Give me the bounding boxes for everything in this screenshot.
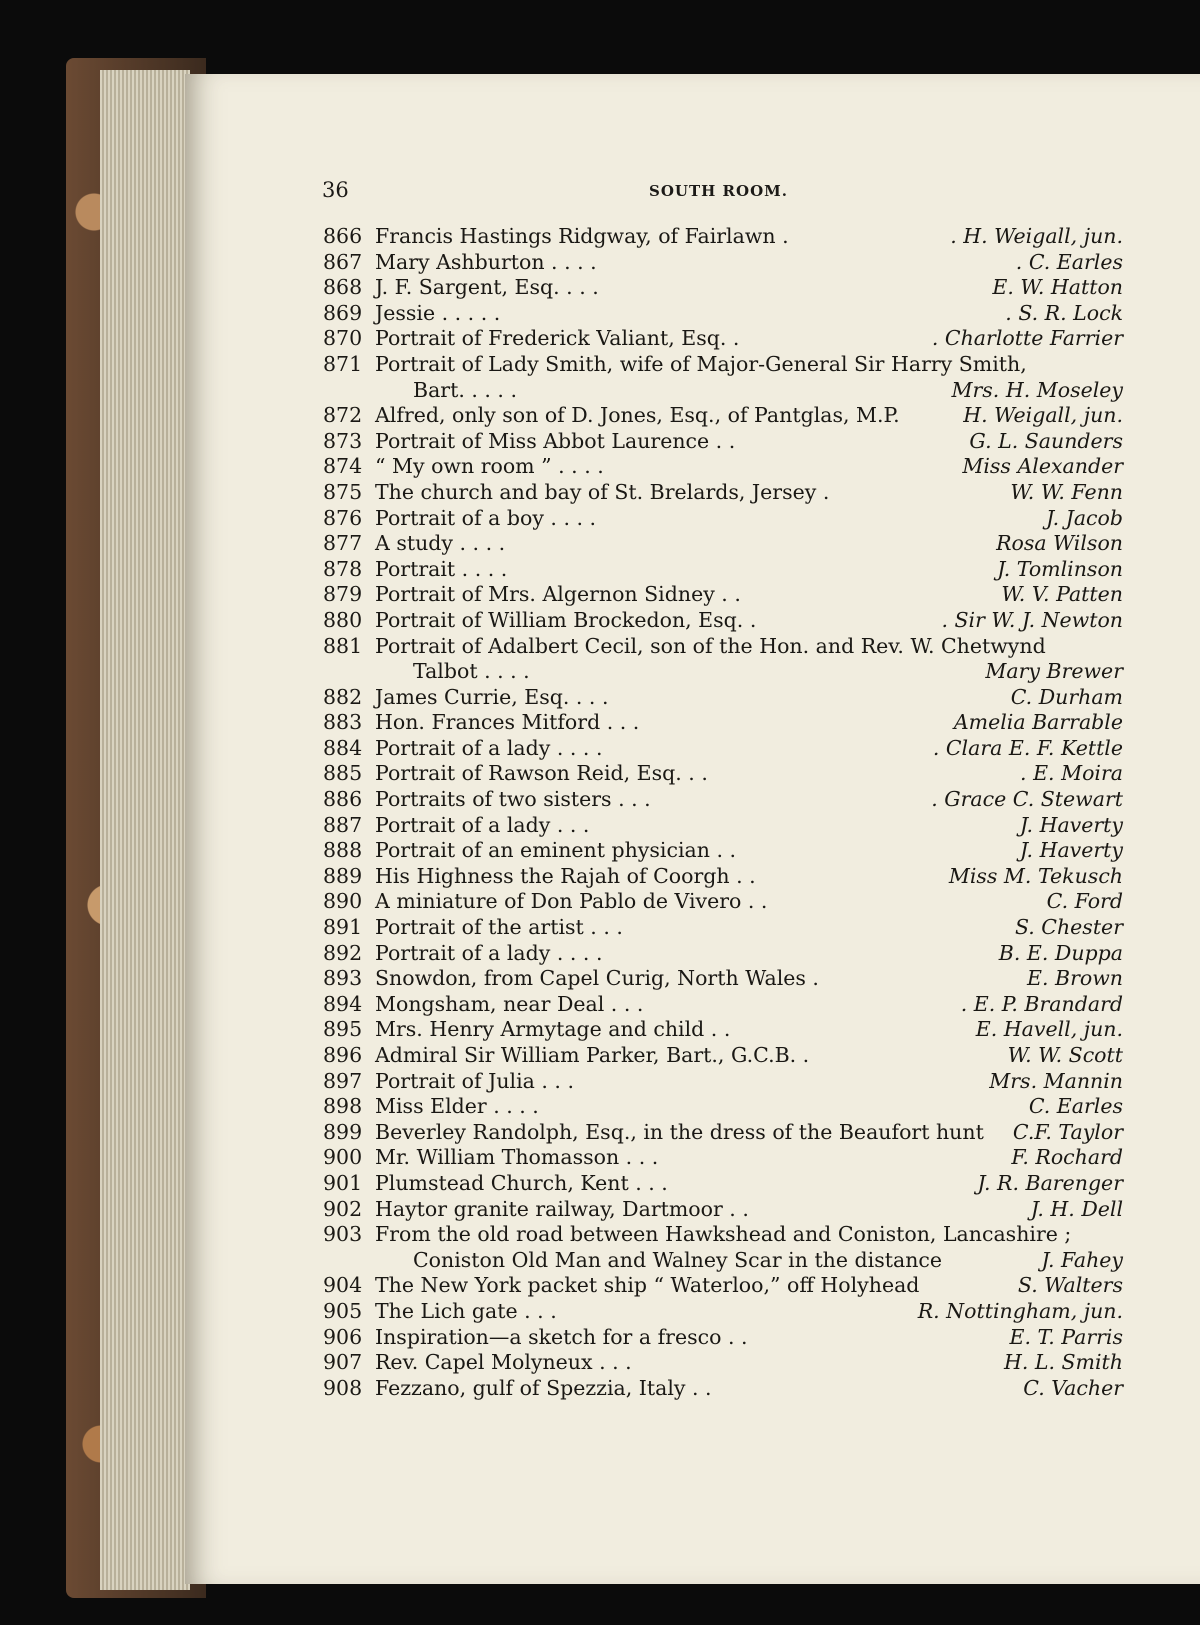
- entry-artist: Miss M. Tekusch: [948, 863, 1123, 888]
- catalogue-entry: [323, 1145, 1123, 1171]
- catalogue-entry: [323, 275, 1123, 301]
- catalogue-entry: [323, 1043, 1123, 1069]
- catalogue-entry: [323, 864, 1123, 890]
- catalogue-entry: [323, 1248, 1123, 1274]
- entry-title: Portrait of Lady Smith, wife of Major-General Sir Harry Smith,: [375, 351, 1027, 376]
- entry-artist: S. Walters: [1017, 1273, 1123, 1298]
- entry-number: 892: [323, 940, 363, 965]
- entry-title: Miss Elder . . . .: [375, 1094, 539, 1119]
- entry-title: Plumstead Church, Kent . . .: [375, 1170, 668, 1195]
- entry-number: 875: [323, 479, 363, 504]
- entry-title: Mary Ashburton . . . .: [375, 249, 597, 274]
- catalogue-entry: [323, 531, 1123, 557]
- catalogue-entry: [323, 1376, 1123, 1402]
- catalogue-entry: [323, 966, 1123, 992]
- catalogue-entry: [323, 915, 1123, 941]
- entry-artist: C.F. Taylor: [1012, 1119, 1123, 1144]
- catalogue-entry: [323, 480, 1123, 506]
- entry-number: 908: [323, 1375, 363, 1400]
- entry-number: 871: [323, 351, 363, 376]
- entry-artist: E. Havell, jun.: [975, 1017, 1123, 1042]
- entry-artist: W. V. Patten: [1001, 582, 1123, 607]
- catalogue-entry: [323, 1299, 1123, 1325]
- catalogue-entry: [323, 1273, 1123, 1299]
- entry-artist: Rosa Wilson: [996, 531, 1123, 556]
- entry-title: Portrait of a lady . . . .: [375, 940, 603, 965]
- entry-number: 885: [323, 761, 363, 786]
- entry-title: Mongsham, near Deal . . .: [375, 991, 644, 1016]
- entry-title: A miniature of Don Pablo de Vivero . .: [375, 889, 768, 914]
- entry-title: J. F. Sargent, Esq. . . .: [375, 275, 599, 300]
- catalogue-entry: [323, 429, 1123, 455]
- entry-title: Haytor granite railway, Dartmoor . .: [375, 1196, 749, 1221]
- entry-number: 895: [323, 1017, 363, 1042]
- entry-artist: Mrs. Mannin: [989, 1068, 1123, 1093]
- entry-title: James Currie, Esq. . . .: [375, 684, 609, 709]
- entry-title: Portrait of an eminent physician . .: [375, 838, 736, 863]
- catalogue-entry: [323, 557, 1123, 583]
- entry-number: 896: [323, 1043, 363, 1067]
- entry-artist: J. Fahey: [1041, 1247, 1123, 1272]
- catalogue-entry: [323, 992, 1123, 1018]
- entry-title: Portrait of Miss Abbot Laurence . .: [375, 428, 736, 453]
- entry-number: 899: [323, 1119, 363, 1144]
- entry-number: 873: [323, 428, 363, 453]
- entry-title: Talbot . . . .: [413, 659, 530, 684]
- entry-title: Portrait of Adalbert Cecil, son of the Hon. and Rev. W. Chetwynd: [375, 633, 1046, 658]
- catalogue-entry: [323, 582, 1123, 608]
- catalogue-entry: [323, 736, 1123, 762]
- entry-title: Snowdon, from Capel Curig, North Wales .: [375, 966, 819, 991]
- catalogue-entry: [323, 608, 1123, 634]
- entry-artist: E. W. Hatton: [992, 275, 1123, 300]
- entry-number: 898: [323, 1094, 363, 1119]
- entry-artist: J. Haverty: [1019, 838, 1123, 863]
- entry-number: 877: [323, 531, 363, 556]
- entry-number: 891: [323, 915, 363, 940]
- entry-title: Francis Hastings Ridgway, of Fairlawn .: [375, 224, 789, 248]
- entry-number: 881: [323, 633, 363, 658]
- entry-title: The Lich gate . . .: [375, 1298, 557, 1323]
- entry-number: 880: [323, 607, 363, 632]
- entry-artist: W. W. Fenn: [1010, 479, 1123, 504]
- entry-title: Coniston Old Man and Walney Scar in the distance: [413, 1247, 943, 1272]
- entry-number: 889: [323, 863, 363, 888]
- entry-number: 897: [323, 1068, 363, 1093]
- entry-title: “ My own room ” . . . .: [375, 454, 604, 479]
- entry-title: Portrait of William Brockedon, Esq. .: [375, 607, 757, 632]
- entry-title: Mr. William Thomasson . . .: [375, 1145, 659, 1170]
- entry-title: Portrait of Mrs. Algernon Sidney . .: [375, 582, 741, 607]
- entry-title: Portrait of Frederick Valiant, Esq. .: [375, 326, 740, 351]
- entry-number: 876: [323, 505, 363, 530]
- catalogue-entry: [323, 889, 1123, 915]
- entry-artist: E. T. Parris: [1009, 1324, 1123, 1349]
- entry-number: 886: [323, 787, 363, 812]
- entry-title: Rev. Capel Molyneux . . .: [375, 1350, 632, 1375]
- catalogue-entry: [323, 813, 1123, 839]
- catalogue-entry: [323, 1171, 1123, 1197]
- entry-artist: J. Haverty: [1019, 812, 1123, 837]
- entry-number: 887: [323, 812, 363, 837]
- entry-number: 903: [323, 1222, 363, 1247]
- entry-title: His Highness the Rajah of Coorgh . .: [375, 863, 756, 888]
- entry-title: From the old road between Hawkshead and Coniston, Lancashire ;: [375, 1222, 1072, 1247]
- entry-title: Portrait of Rawson Reid, Esq. . .: [375, 761, 708, 786]
- entry-title: Portrait of a lady . . .: [375, 812, 590, 837]
- entry-title: Hon. Frances Mitford . . .: [375, 710, 640, 735]
- entry-artist: . C. Earles: [1015, 249, 1123, 274]
- entry-number: 900: [323, 1145, 363, 1170]
- entry-number: 883: [323, 710, 363, 735]
- entry-title: Jessie . . . . .: [375, 300, 501, 325]
- entry-title: Beverley Randolph, Esq., in the dress of the Beaufort hunt: [375, 1119, 984, 1144]
- entry-artist: C. Ford: [1046, 889, 1123, 914]
- entry-artist: R. Nottingham, jun.: [917, 1298, 1123, 1323]
- catalogue-entry: [323, 506, 1123, 532]
- entry-artist: F. Rochard: [1011, 1145, 1123, 1170]
- entry-artist: J. R. Barenger: [977, 1170, 1123, 1195]
- entry-title: Portrait of Julia . . .: [375, 1068, 574, 1093]
- entry-number: 872: [323, 403, 363, 428]
- entry-artist: Mrs. H. Moseley: [951, 377, 1123, 402]
- entry-artist: C. Earles: [1028, 1094, 1123, 1119]
- entry-artist: W. W. Scott: [1007, 1043, 1123, 1067]
- entry-artist: . Charlotte Farrier: [931, 326, 1123, 351]
- page-edges: [100, 70, 190, 1590]
- entry-artist: B. E. Duppa: [998, 940, 1123, 965]
- catalogue-entry: [323, 710, 1123, 736]
- catalogue-entry: [323, 1017, 1123, 1043]
- entry-artist: E. Brown: [1027, 966, 1123, 991]
- catalogue-entry: [323, 1222, 1123, 1248]
- entry-title: Inspiration—a sketch for a fresco . .: [375, 1324, 748, 1349]
- entry-artist: . E. Moira: [1020, 761, 1123, 786]
- entry-title: Bart. . . . .: [413, 377, 517, 402]
- catalogue-entry: [323, 1069, 1123, 1095]
- entry-artist: H. L. Smith: [1003, 1350, 1123, 1375]
- entry-title: Portrait of a lady . . . .: [375, 735, 603, 760]
- entry-title: Alfred, only son of D. Jones, Esq., of Pantglas, M.P.: [375, 403, 900, 428]
- entry-number: 902: [323, 1196, 363, 1221]
- catalogue-entry: [323, 787, 1123, 813]
- entry-number: 888: [323, 838, 363, 863]
- catalogue-entry: [323, 659, 1123, 685]
- entry-number: 884: [323, 735, 363, 760]
- entry-number: 890: [323, 889, 363, 914]
- entry-list: [323, 224, 1123, 1401]
- catalogue-entry: [323, 403, 1123, 429]
- entry-artist: . Clara E. F. Kettle: [932, 735, 1123, 760]
- catalogue-entry: [323, 1120, 1123, 1146]
- catalogue-entry: [323, 838, 1123, 864]
- entry-artist: Amelia Barrable: [953, 710, 1123, 735]
- entry-number: 882: [323, 684, 363, 709]
- entry-number: 867: [323, 249, 363, 274]
- running-head: [185, 178, 1200, 208]
- catalogue-entry: [323, 301, 1123, 327]
- entry-number: 874: [323, 454, 363, 479]
- entry-number: 870: [323, 326, 363, 351]
- catalogue-entry: [323, 454, 1123, 480]
- entry-number: 893: [323, 966, 363, 991]
- catalogue-entry: [323, 1094, 1123, 1120]
- entry-number: 868: [323, 275, 363, 300]
- entry-artist: . Sir W. J. Newton: [941, 607, 1123, 632]
- entry-artist: C. Durham: [1010, 684, 1123, 709]
- entry-number: 869: [323, 300, 363, 325]
- catalogue-entry: [323, 634, 1123, 660]
- entry-title: The New York packet ship “ Waterloo,” off Holyhead: [375, 1273, 920, 1298]
- page-number: 36: [322, 178, 349, 202]
- entry-artist: . Grace C. Stewart: [931, 787, 1123, 812]
- catalogue-entry: [323, 326, 1123, 352]
- catalogue-entry: [323, 1350, 1123, 1376]
- entry-artist: H. Weigall, jun.: [963, 403, 1123, 428]
- section-title: SOUTH ROOM.: [649, 182, 788, 200]
- entry-title: A study . . . .: [375, 531, 506, 556]
- catalogue-entry: [323, 941, 1123, 967]
- entry-number: 901: [323, 1170, 363, 1195]
- entry-artist: J. Tomlinson: [997, 556, 1123, 581]
- entry-title: Portraits of two sisters . . .: [375, 787, 651, 812]
- entry-number: 894: [323, 991, 363, 1016]
- catalogue-entry: [323, 1325, 1123, 1351]
- entry-artist: . S. R. Lock: [1005, 300, 1123, 325]
- catalogue-entry: [323, 378, 1123, 404]
- entry-artist: G. L. Saunders: [969, 428, 1123, 453]
- entry-number: 905: [323, 1298, 363, 1323]
- entry-artist: . E. P. Brandard: [960, 991, 1123, 1016]
- entry-title: Mrs. Henry Armytage and child . .: [375, 1017, 731, 1042]
- entry-artist: . H. Weigall, jun.: [950, 224, 1123, 248]
- entry-number: 879: [323, 582, 363, 607]
- entry-number: 906: [323, 1324, 363, 1349]
- catalogue-entry: [323, 250, 1123, 276]
- entry-artist: S. Chester: [1014, 915, 1123, 940]
- entry-number: 866: [323, 224, 363, 248]
- catalogue-entry: [323, 224, 1123, 250]
- entry-artist: Miss Alexander: [962, 454, 1123, 479]
- entry-artist: C. Vacher: [1023, 1375, 1123, 1400]
- catalogue-entry: [323, 352, 1123, 378]
- entry-title: Portrait of a boy . . . .: [375, 505, 597, 530]
- entry-title: The church and bay of St. Brelards, Jersey .: [375, 479, 830, 504]
- catalogue-page: [185, 74, 1200, 1584]
- entry-artist: Mary Brewer: [985, 659, 1123, 684]
- entry-number: 904: [323, 1273, 363, 1298]
- entry-title: Admiral Sir William Parker, Bart., G.C.B. .: [375, 1043, 810, 1067]
- entry-number: 878: [323, 556, 363, 581]
- entry-title: Portrait . . . .: [375, 556, 508, 581]
- entry-title: Fezzano, gulf of Spezzia, Italy . .: [375, 1375, 712, 1400]
- entry-number: 907: [323, 1350, 363, 1375]
- catalogue-entry: [323, 1197, 1123, 1223]
- catalogue-entry: [323, 761, 1123, 787]
- entry-artist: J. Jacob: [1045, 505, 1123, 530]
- entry-artist: J. H. Dell: [1030, 1196, 1123, 1221]
- entry-title: Portrait of the artist . . .: [375, 915, 623, 940]
- catalogue-entry: [323, 685, 1123, 711]
